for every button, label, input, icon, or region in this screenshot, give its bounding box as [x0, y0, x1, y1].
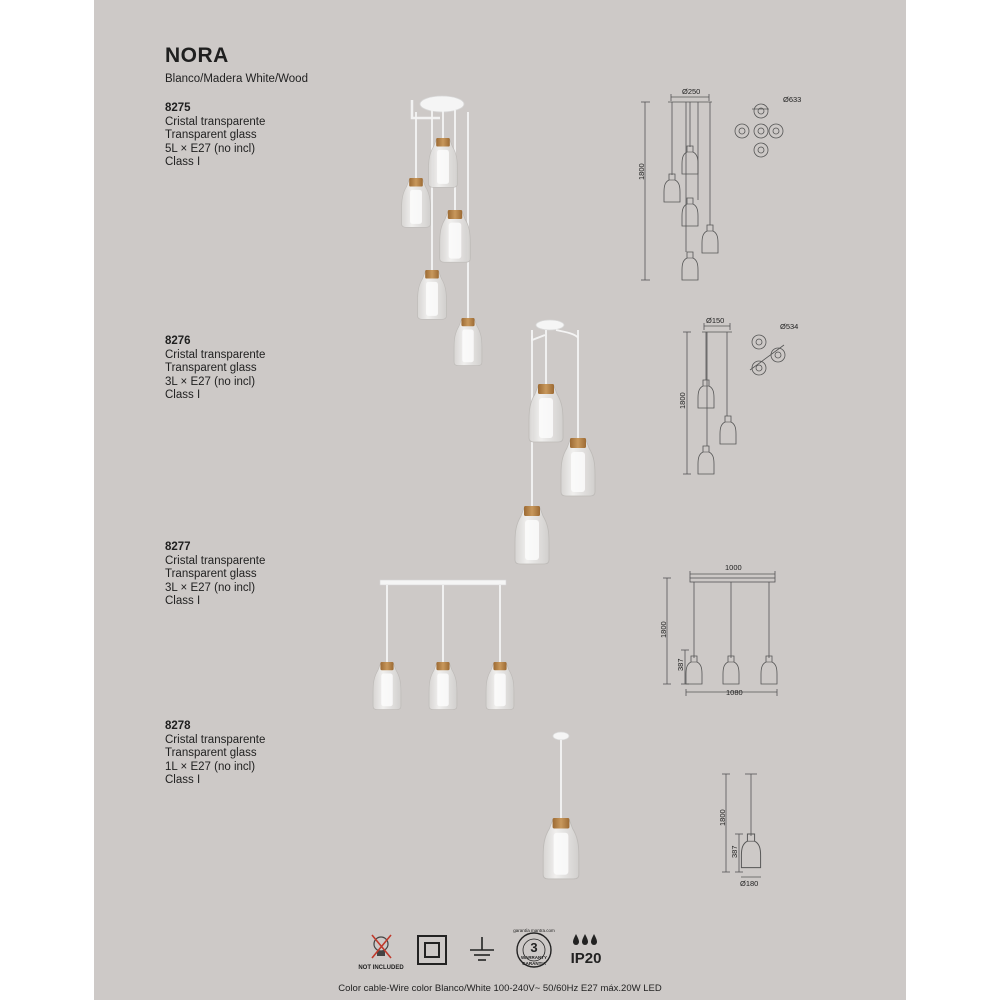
dim-spread-8276: Ø534 [780, 322, 799, 331]
product-line: 3L × E27 (no incl) [165, 581, 256, 594]
dim-diameter-8278: Ø180 [740, 879, 759, 888]
dim-top-8277: 1000 [725, 563, 742, 572]
product-code: 8275 [165, 102, 191, 114]
drawing-8276 [683, 323, 785, 474]
warranty-years: 3 [530, 940, 538, 955]
earth-ground-icon [470, 937, 494, 960]
product-line: 1L × E27 (no incl) [165, 760, 256, 773]
illustration-8277 [373, 580, 514, 710]
drawing-8275 [641, 94, 783, 280]
warranty-word-es: GARANTIA [522, 961, 546, 966]
drawing-8278 [722, 774, 761, 877]
product-code: 8278 [165, 720, 191, 732]
product-line: Cristal transparente [165, 554, 266, 567]
warranty-top-text: garantía mantra.com [513, 928, 555, 933]
dim-canopy-8275: Ø250 [682, 87, 701, 96]
dim-canopy-8276: Ø150 [706, 316, 725, 325]
dim-shade-8278: 387 [730, 845, 739, 858]
dim-height-8277: 1800 [659, 621, 668, 638]
product-line: 3L × E27 (no incl) [165, 375, 256, 388]
product-code: 8277 [165, 541, 191, 553]
footer-specs: Color cable-Wire color Blanco/White 100-240V~ 50/60Hz E27 máx.20W LED [338, 983, 662, 994]
product-line: Transparent glass [165, 747, 257, 760]
illustration-8276 [515, 320, 595, 564]
dim-shade-8277: 387 [676, 658, 685, 671]
product-line: Transparent glass [165, 129, 257, 142]
bulb-not-included-icon [372, 935, 391, 958]
dim-height-8275: 1800 [637, 163, 646, 180]
not-included-label: NOT INCLUDED [358, 965, 404, 971]
product-line: Class I [165, 156, 201, 169]
product-line: Class I [165, 595, 201, 608]
warranty-word-en: WARRANTY [521, 955, 547, 960]
drawing-8277 [663, 571, 777, 696]
product-line: Transparent glass [165, 362, 257, 375]
dim-spread-8275: Ø633 [783, 95, 802, 104]
page-subtitle: Blanco/Madera White/Wood [165, 73, 308, 85]
page-title: NORA [165, 44, 229, 67]
dim-bottom-8277: 1080 [726, 688, 743, 697]
illustration-8278 [543, 732, 579, 879]
product-line: Class I [165, 774, 201, 787]
product-line: 5L × E27 (no incl) [165, 142, 256, 155]
product-line: Cristal transparente [165, 115, 266, 128]
product-line: Class I [165, 389, 201, 402]
illustration-8275 [402, 96, 482, 366]
class-ii-double-square-icon [418, 936, 446, 964]
product-line: Cristal transparente [165, 733, 266, 746]
product-line: Cristal transparente [165, 348, 266, 361]
product-line: Transparent glass [165, 568, 257, 581]
ip-water-drops-icon [573, 934, 597, 945]
dim-height-8276: 1800 [678, 392, 687, 409]
dim-height-8278: 1800 [718, 809, 727, 826]
product-code: 8276 [165, 335, 191, 347]
ip-rating: IP20 [570, 950, 602, 967]
